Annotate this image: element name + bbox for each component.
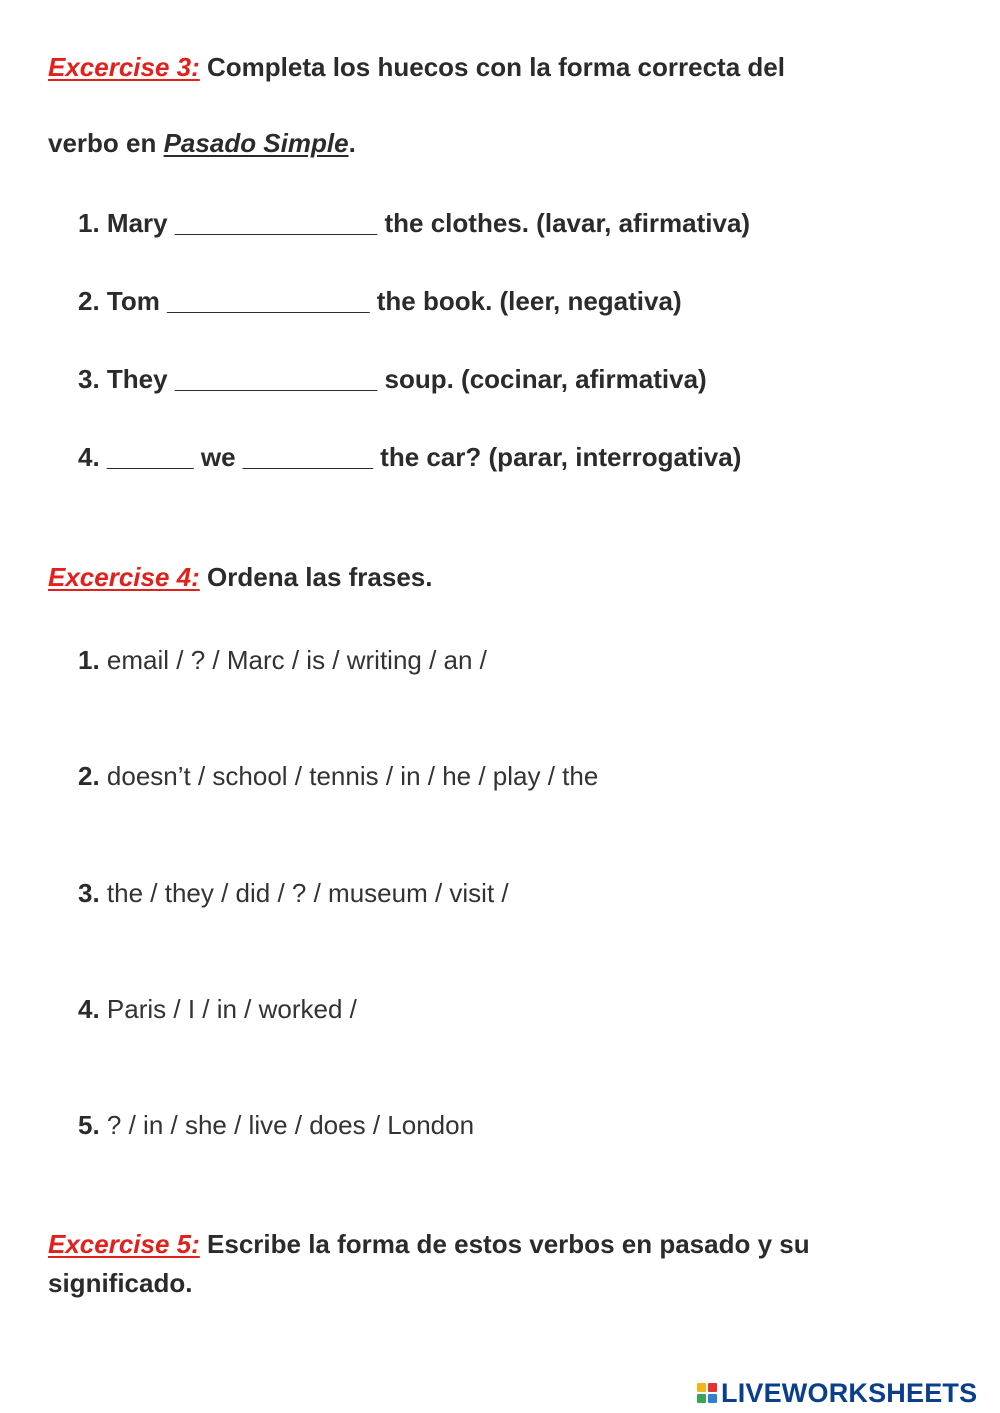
exercise-5-instruction-line1: Escribe la forma de estos verbos en pasado y su (199, 1229, 810, 1259)
scrambled-words: the / they / did / ? / museum / visit / (99, 878, 509, 908)
exercise-5-heading (48, 1229, 810, 1260)
exercise-4-item-1 (78, 645, 487, 676)
item-number: 2. (78, 761, 100, 791)
exercise-3-instruction-text: verbo en (48, 128, 164, 158)
scrambled-words: doesn’t / school / tennis / in / he / play / the (99, 761, 599, 791)
exercise-3-instruction-line2 (48, 128, 356, 159)
liveworksheets-logo[interactable] (697, 1377, 977, 1409)
exercise-4-item-3 (78, 878, 509, 909)
scrambled-words: Paris / I / in / worked / (99, 994, 357, 1024)
exercise-4-label: Excercise 4: (48, 562, 200, 592)
exercise-3-heading (48, 52, 785, 83)
exercise-4-item-4 (78, 994, 357, 1025)
exercise-5-instruction-line2: significado. (48, 1268, 193, 1298)
exercise-3-item-3: 3. They ______________ soup. (cocinar, afirmativa) (78, 364, 707, 394)
pasado-simple-emphasis: Pasado Simple (163, 128, 349, 158)
exercise-4-instruction: Ordena las frases. (199, 562, 433, 592)
scrambled-words: ? / in / she / live / does / London (99, 1110, 475, 1140)
exercise-3-instruction-period: . (348, 128, 356, 158)
exercise-3-item-4: 4. ______ we _________ the car? (parar, interrogativa) (78, 442, 742, 472)
item-number: 3. (78, 878, 100, 908)
exercise-5-label: Excercise 5: (48, 1229, 200, 1259)
exercise-4-heading (48, 562, 432, 593)
exercise-3-instruction-line1: Completa los huecos con la forma correcta del (199, 52, 785, 82)
liveworksheets-logo-text: LIVEWORKSHEETS (721, 1377, 978, 1408)
exercise-3-label: Excercise 3: (48, 52, 200, 82)
item-number: 1. (78, 645, 100, 675)
item-number: 5. (78, 1110, 100, 1140)
exercise-3-item-2: 2. Tom ______________ the book. (leer, negativa) (78, 286, 682, 316)
scrambled-words: email / ? / Marc / is / writing / an / (99, 645, 487, 675)
exercise-4-item-2 (78, 761, 598, 792)
liveworksheets-logo-icon (697, 1383, 717, 1403)
exercise-4-item-5 (78, 1110, 474, 1141)
exercise-3-item-1: 1. Mary ______________ the clothes. (lavar, afirmativa) (78, 208, 751, 238)
item-number: 4. (78, 994, 100, 1024)
